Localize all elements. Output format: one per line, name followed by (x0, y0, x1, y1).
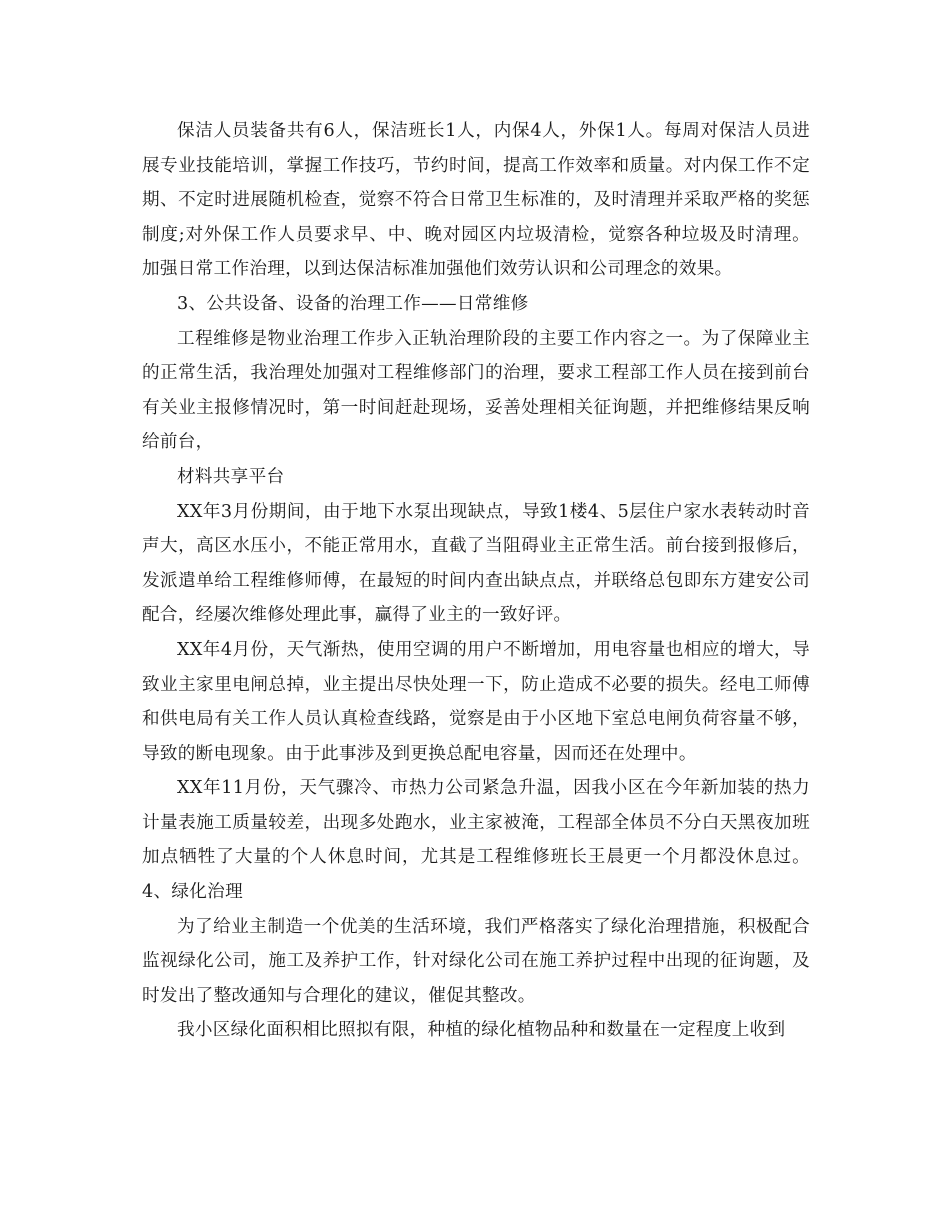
paragraph-march-water-pump: XX年3月份期间，由于地下水泵出现缺点，导致1楼4、5层住户家水表转动时音声大，高区水压小，不能正常用水，直截了当阻碍业主正常生活。前台接到报修后，发派遣单给工程维修师傅，在最短的时间内查出缺点点，并联络总包即东方建安公司配合，经屡次维修处理此事，赢得了业主的一致好评。 (142, 501, 810, 626)
section-heading-maintenance: 3、公共设备、设备的治理工作——日常维修 (177, 293, 529, 314)
paragraph-engineering-repair: 工程维修是物业治理工作步入正轨治理阶段的主要工作内容之一。为了保障业主的正常生活，我治理处加强对工程维修部门的治理，要求工程部工作人员在接到前台有关业主报修情况时，第一时间赶赴现场，妥善处理相关征询题，并把维修结果反响给前台， (142, 328, 810, 453)
paragraph-cleaning-staff: 保洁人员装备共有6人，保洁班长1人，内保4人，外保1人。每周对保洁人员进展专业技能培训，掌握工作技巧，节约时间，提高工作效率和质量。对内保工作不定期、不定时进展随机检查，觉察不符合日常卫生标准的，及时清理并采取严格的奖惩制度;对外保工作人员要求早、中、晚对园区内垃圾清检，觉察各种垃圾及时清理。加强日常工作治理，以到达保洁标准加强他们效劳认识和公司理念的效果。 (142, 121, 810, 280)
paragraph-april-power: XX年4月份，天气渐热，使用空调的用户不断增加，用电容量也相应的增大，导致业主家里电闸总掉，业主提出尽快处理一下，防止造成不必要的损失。经电工师傅和供电局有关工作人员认真检查线路，觉察是由于小区地下室总电闸负荷容量不够，导致的断电现象。由于此事涉及到更换总配电容量，因而还在处理中。 (142, 639, 810, 764)
paragraph-share-platform: 材料共享平台 (177, 466, 285, 487)
paragraph-greening-measures: 为了给业主制造一个优美的生活环境，我们严格落实了绿化治理措施，积极配合监视绿化公司，施工及养护工作，针对绿化公司在施工养护过程中出现的征询题，及时发出了整改通知与合理化的建议，催促其整改。 (142, 916, 810, 1006)
paragraph-november-heating: XX年11月份，天气骤冷、市热力公司紧急升温，因我小区在今年新加装的热力计量表施工质量较差，出现多处跑水，业主家被淹，工程部全体员不分白天黑夜加班加点牺牲了大量的个人休息时间，尤其是工程维修班长王晨更一个月都没休息过。4、绿化治理 (142, 778, 810, 903)
paragraph-greening-area: 我小区绿化面积相比照拟有限，种植的绿化植物品种和数量在一定程度上收到 (177, 1020, 786, 1041)
document-body (142, 114, 810, 1048)
